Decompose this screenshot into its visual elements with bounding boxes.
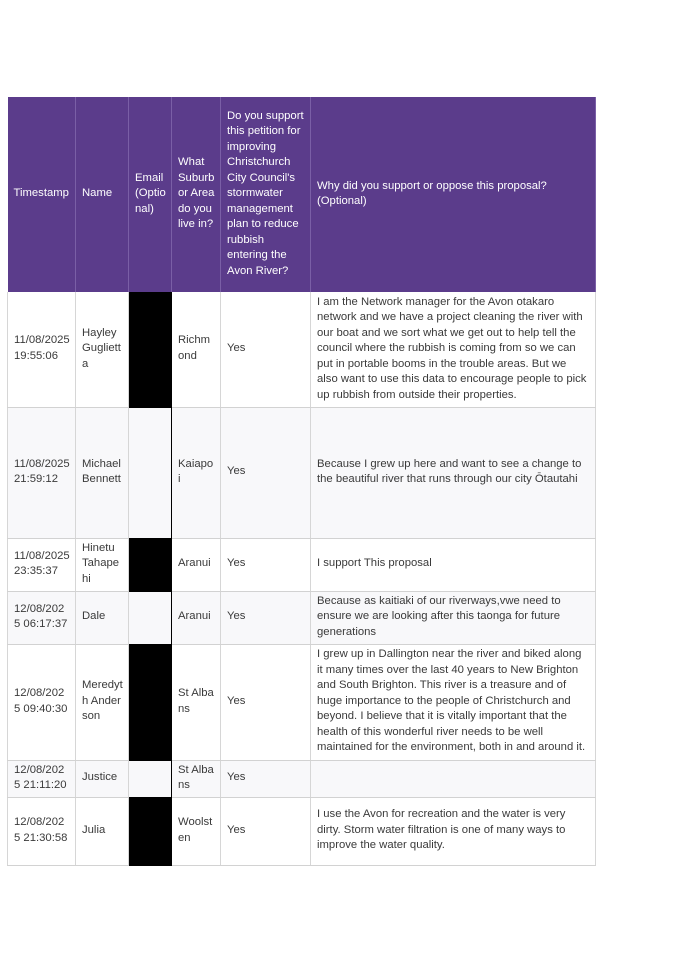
- table-row: [8, 644, 596, 760]
- table-row: [8, 591, 596, 644]
- redacted-email-cell: [129, 760, 172, 797]
- support-cell: Yes: [221, 760, 311, 797]
- name-cell: Hayley Gugliett a: [76, 292, 129, 407]
- table-row: [8, 538, 596, 591]
- support-cell: Yes: [221, 797, 311, 865]
- reason-cell: Because as kaitiaki of our riverways,vwe need to ensure we are looking after this taonga for future generations: [311, 591, 596, 644]
- name-cell: Dale: [76, 591, 129, 644]
- support-cell: Yes: [221, 292, 311, 407]
- timestamp-cell: 11/08/2025 21:59:12: [8, 407, 76, 538]
- timestamp-cell: 12/08/2025 06:17:37: [8, 591, 76, 644]
- support-cell: Yes: [221, 591, 311, 644]
- table-row: [8, 797, 596, 865]
- timestamp-cell: 11/08/2025 23:35:37: [8, 538, 76, 591]
- name-cell: Julia: [76, 797, 129, 865]
- header-suburb: What Suburb or Area do you live in?: [172, 97, 221, 292]
- suburb-cell: Aranui: [172, 538, 221, 591]
- table-row: [8, 760, 596, 797]
- redacted-email-cell: [129, 292, 172, 407]
- timestamp-cell: 11/08/2025 19:55:06: [8, 292, 76, 407]
- redacted-email-cell: [129, 407, 172, 538]
- timestamp-cell: 12/08/2025 21:11:20: [8, 760, 76, 797]
- name-cell: Hinetu Tahapehi: [76, 538, 129, 591]
- header-row: [8, 97, 596, 292]
- header-support: Do you support this petition for improving Christchurch City Council's stormwater management plan to reduce rubbish entering the Avon River?: [221, 97, 311, 292]
- table-row: [8, 407, 596, 538]
- name-cell: Meredyth Anderson: [76, 644, 129, 760]
- suburb-cell: Kaiapoi: [172, 407, 221, 538]
- header-name: Name: [76, 97, 129, 292]
- header-reason: Why did you support or oppose this proposal? (Optional): [311, 97, 596, 292]
- reason-cell: Because I grew up here and want to see a change to the beautiful river that runs through our city Ōtautahi: [311, 407, 596, 538]
- redacted-email-cell: [129, 644, 172, 760]
- header-timestamp: Timestamp: [8, 97, 76, 292]
- support-cell: Yes: [221, 407, 311, 538]
- name-cell: Justice: [76, 760, 129, 797]
- suburb-cell: Richmond: [172, 292, 221, 407]
- support-cell: Yes: [221, 644, 311, 760]
- redacted-email-cell: [129, 591, 172, 644]
- redacted-email-cell: [129, 797, 172, 865]
- support-cell: Yes: [221, 538, 311, 591]
- suburb-cell: St Albans: [172, 760, 221, 797]
- timestamp-cell: 12/08/2025 09:40:30: [8, 644, 76, 760]
- name-cell: Michael Bennett: [76, 407, 129, 538]
- redacted-email-cell: [129, 538, 172, 591]
- reason-cell: [311, 760, 596, 797]
- reason-cell: I use the Avon for recreation and the water is very dirty. Storm water filtration is one of many ways to improve the water quality.: [311, 797, 596, 865]
- reason-cell: I support This proposal: [311, 538, 596, 591]
- petition-responses-table: [7, 97, 596, 866]
- suburb-cell: Woolsten: [172, 797, 221, 865]
- reason-cell: I am the Network manager for the Avon otakaro network and we have a project cleaning the river with our boat and we sort what we get out to help tell the council where the rubbish is coming from so we can put in portable booms in the trouble areas. But we also want to use this data to encourage people to pick up rubbish from outside their properties.: [311, 292, 596, 407]
- header-email: Email (Optional): [129, 97, 172, 292]
- reason-cell: I grew up in Dallington near the river and biked along it many times over the last 40 years to New Brighton and South Brighton. This river is a treasure and of huge importance to the people of Christchurch and beyond. I believe that it is vitally important that the health of this wonderful river needs to be well maintained for the environment, both in and around it.: [311, 644, 596, 760]
- suburb-cell: Aranui: [172, 591, 221, 644]
- suburb-cell: St Albans: [172, 644, 221, 760]
- timestamp-cell: 12/08/2025 21:30:58: [8, 797, 76, 865]
- table-row: [8, 292, 596, 407]
